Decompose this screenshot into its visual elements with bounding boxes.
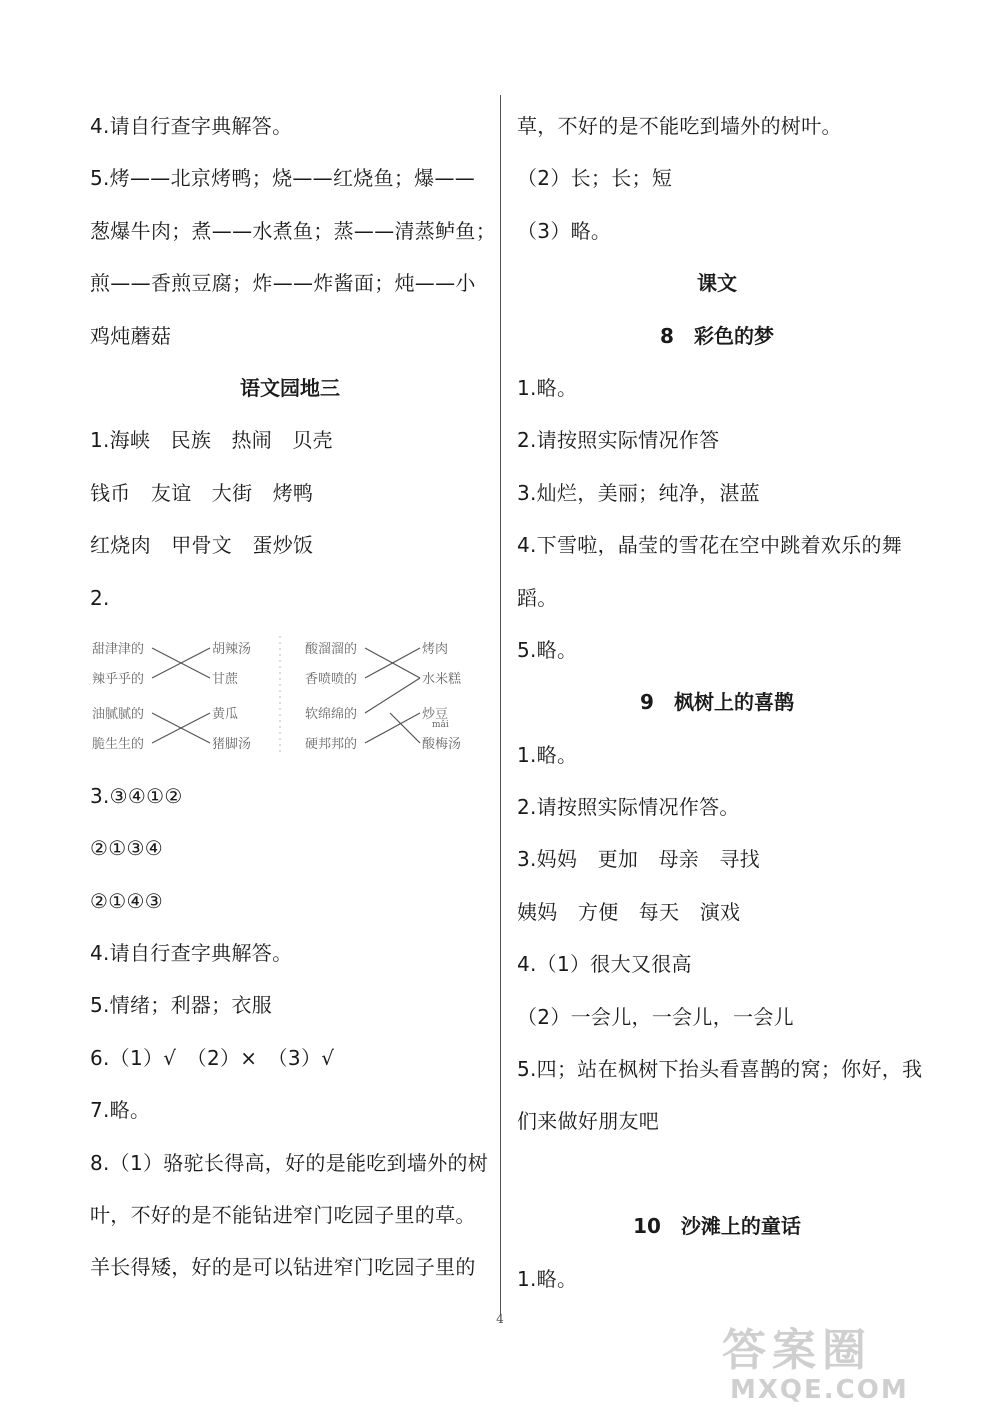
- answer-line: ②①③④: [90, 836, 163, 861]
- match-line: [390, 713, 420, 743]
- answer-line: 鸡炖蘑菇: [90, 323, 172, 348]
- match-left-item: 油腻腻的: [92, 706, 145, 722]
- pinyin-note: mǎi: [432, 719, 449, 730]
- lesson-heading: 9 枫树上的喜鹊: [640, 690, 794, 715]
- watermark-logo: [722, 1326, 992, 1410]
- answer-line: 1.略。: [517, 375, 578, 400]
- answer-line: 4.请自行查字典解答。: [90, 114, 293, 138]
- answer-line: 5.情绪；利器；衣服: [90, 993, 273, 1018]
- right-column: [517, 100, 923, 1305]
- answer-line: 5.四；站在枫树下抬头看喜鹊的窝；你好，我: [517, 1057, 923, 1082]
- left-column: [90, 100, 496, 1294]
- match-left-item: 香喷喷的: [305, 671, 358, 687]
- answer-line: 6.（1）√ （2）× （3）√: [90, 1045, 335, 1070]
- answer-line: 2.请按照实际情况作答: [517, 428, 720, 453]
- answer-line: 8.（1）骆驼长得高，好的是能吃到墙外的树: [90, 1150, 489, 1175]
- answer-line: （2）一会儿，一会儿，一会儿: [517, 1004, 794, 1029]
- lesson-heading: 8 彩色的梦: [660, 323, 774, 348]
- match-right-item: 胡辣汤: [212, 641, 252, 657]
- answer-line: 2.: [90, 585, 110, 610]
- answer-line: 草，不好的是不能吃到墙外的树叶。: [517, 114, 842, 138]
- answer-line: 3.妈妈 更加 母亲 寻找: [517, 847, 760, 872]
- answer-line: 1.海峡 民族 热闹 贝壳: [90, 428, 333, 453]
- lesson-heading: 10 沙滩上的童话: [633, 1214, 801, 1239]
- match-left-item: 甜津津的: [92, 641, 145, 657]
- column-divider: [500, 95, 501, 1315]
- match-right-item: 烤肉: [422, 641, 449, 657]
- answer-line: 1.略。: [517, 742, 578, 767]
- match-line: [365, 713, 420, 743]
- match-right-item: 黄瓜: [212, 706, 239, 722]
- match-left-item: 酸溜溜的: [305, 641, 358, 657]
- answer-line: 叶，不好的是不能钻进窄门吃园子里的草。: [90, 1203, 476, 1228]
- answer-line: 4.（1）很大又很高: [517, 952, 692, 977]
- answer-line: 煎——香煎豆腐；炸——炸酱面；炖——小: [90, 271, 476, 296]
- section-heading: 课文: [697, 271, 737, 296]
- match-right-item: 炒豆: [422, 706, 449, 722]
- blank-space: [517, 1148, 917, 1200]
- watermark-text: 答案圈: [722, 1325, 872, 1376]
- answer-line: （2）长；长；短: [517, 166, 673, 191]
- answer-line: 蹈。: [517, 585, 558, 610]
- answer-line: 4.下雪啦，晶莹的雪花在空中跳着欢乐的舞: [517, 533, 903, 558]
- match-left-item: 脆生生的: [92, 736, 145, 752]
- answer-line: 们来做好朋友吧: [517, 1109, 660, 1134]
- answer-line: 钱币 友谊 大街 烤鸭: [90, 480, 314, 505]
- page-number: 4: [496, 1312, 504, 1326]
- watermark-url: MXQE.COM: [730, 1375, 909, 1405]
- match-right-item: 甘蔗: [212, 671, 239, 687]
- match-left-item: 硬邦邦的: [305, 736, 358, 752]
- section-heading: 语文园地三: [240, 375, 340, 400]
- answer-line: 葱爆牛肉；煮——水煮鱼；蒸——清蒸鲈鱼；: [90, 218, 496, 243]
- matching-exercise-image: [90, 628, 490, 758]
- answer-line: 4.请自行查字典解答。: [90, 941, 293, 966]
- answer-line: 3.灿烂，美丽；纯净，湛蓝: [517, 480, 760, 505]
- answer-line: 7.略。: [90, 1098, 151, 1123]
- answer-line: 羊长得矮，好的是可以钻进窄门吃园子里的: [90, 1255, 476, 1280]
- answer-line: 1.略。: [517, 1266, 578, 1291]
- match-right-item: 猪脚汤: [212, 736, 252, 752]
- answer-line: 红烧肉 甲骨文 蛋炒饭: [90, 533, 314, 558]
- match-right-item: 酸梅汤: [422, 736, 462, 752]
- answer-line: （3）略。: [517, 218, 612, 243]
- answer-line: 姨妈 方便 每天 演戏: [517, 899, 741, 924]
- match-line: [365, 678, 420, 713]
- match-left-item: 软绵绵的: [305, 706, 358, 722]
- answer-line: ②①④③: [90, 888, 163, 913]
- answer-line: 5.略。: [517, 637, 578, 662]
- answer-line: 2.请按照实际情况作答。: [517, 795, 740, 820]
- answer-line: 5.烤——北京烤鸭；烧——红烧鱼；爆——: [90, 166, 476, 191]
- match-left-item: 辣乎乎的: [92, 671, 145, 687]
- answer-line: 3.③④①②: [90, 783, 183, 808]
- match-right-item: 水米糕: [422, 671, 462, 687]
